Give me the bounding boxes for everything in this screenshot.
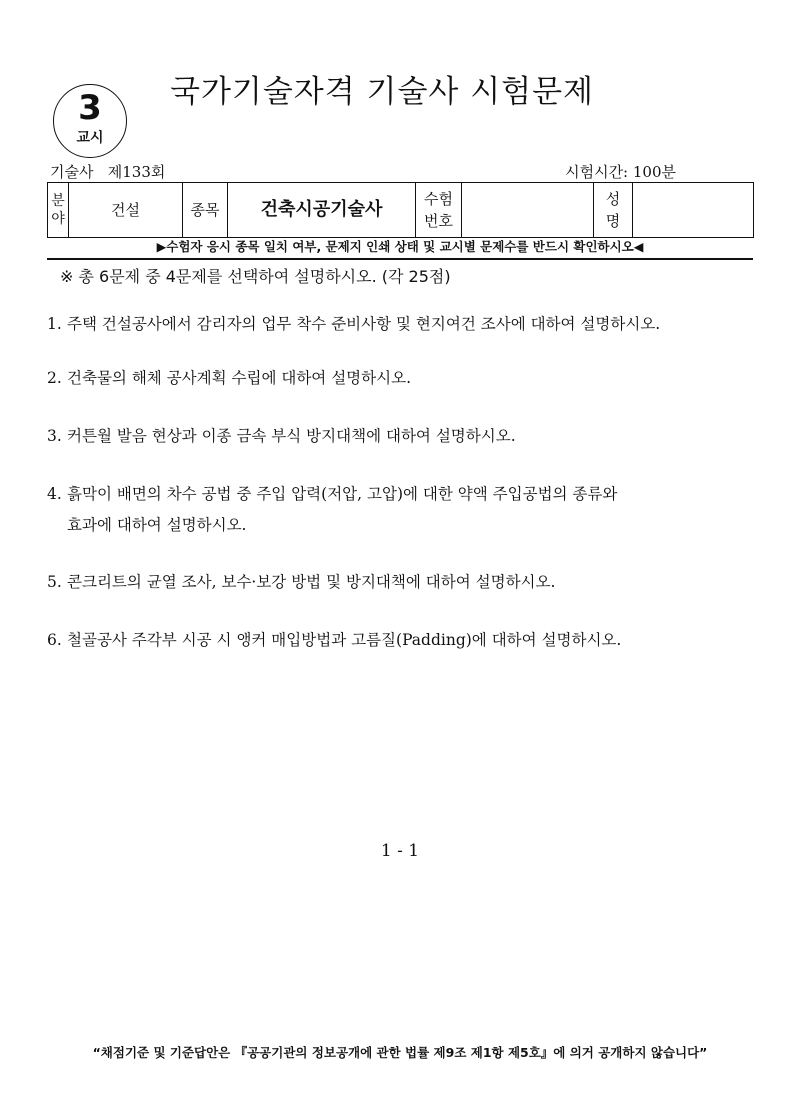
question-5 [47,567,767,598]
question-number: 1. [47,315,62,333]
question-2 [47,363,767,394]
question-text: 커튼월 발음 현상과 이종 금속 부식 방지대책에 대하여 설명하시오. [67,427,516,445]
question-text: 콘크리트의 균열 조사, 보수·보강 방법 및 방지대책에 대하여 설명하시오. [67,573,556,591]
name-field[interactable] [633,183,754,238]
question-1 [47,309,767,340]
question-number: 5. [47,573,62,591]
exam-round: 기술사 제133회 [50,163,166,181]
exam-duration: 시험시간: 100분 [565,163,676,181]
question-number: 4. [47,485,62,503]
question-text: 흙막이 배면의 차수 공법 중 주입 압력(저압, 고압)에 대한 약액 주입공법의 종류와 [67,485,618,503]
page-number: 1 - 1 [380,841,420,861]
field-value: 건설 [69,183,183,238]
session-label: 교시 [76,130,104,146]
question-number: 6. [47,631,62,649]
question-text: 철골공사 주각부 시공 시 앵커 매입방법과 고름질(Padding)에 대하여 설명하시오. [67,631,622,649]
category-value: 건축시공기술사 [228,183,416,238]
session-badge [53,84,127,158]
notice-banner: ▶수험자 응시 종목 일치 여부, 문제지 인쇄 상태 및 교시별 문제수를 반드시 확인하시오◀ [156,239,644,254]
question-6 [47,625,767,656]
question-number: 2. [47,369,62,387]
page-title: 국가기술자격 기술사 시험문제 [170,74,595,110]
name-label: 성 명 [594,183,633,238]
question-text: 건축물의 해체 공사계획 수립에 대하여 설명하시오. [67,369,411,387]
question-text: 주택 건설공사에서 감리자의 업무 착수 준비사항 및 현지여건 조사에 대하여 설명하시오. [67,315,661,333]
category-label: 종목 [183,183,228,238]
examinee-number-field[interactable] [462,183,594,238]
question-number: 3. [47,427,62,445]
instruction: ※ 총 6문제 중 4문제를 선택하여 설명하시오. (각 25점) [60,267,451,286]
field-label: 분 야 [48,183,69,238]
footer-note: “채점기준 및 기준답안은 『공공기관의 정보공개에 관한 법률 제9조 제1항 제5호』에 의거 공개하지 않습니다” [92,1045,708,1060]
examinee-number-label: 수험 번호 [416,183,462,238]
divider [47,258,753,260]
question-4 [47,479,767,541]
question-3 [47,421,767,452]
session-number: 3 [78,88,102,128]
question-text-continued: 효과에 대하여 설명하시오. [67,516,247,534]
exam-info-table [47,182,754,238]
